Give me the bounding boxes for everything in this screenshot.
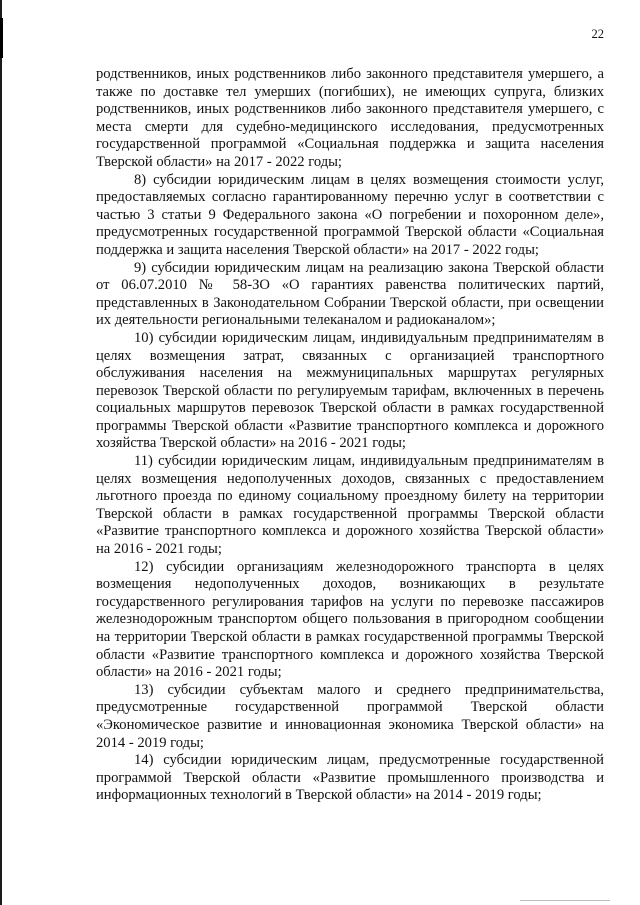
document-body: [96, 66, 604, 805]
paragraph-continuation: родственников, иных родственников либо законного представителя умершего, а также по доставке тел умерших (погибших), не имеющих супруга, близких родственников, иных родственников либо законного представителя умершего, с места смерти для судебно-медицинского исследования, предусмотренных государственной программой «Социальная поддержка и защита населения Тверской области» на 2017 - 2022 годы;: [96, 66, 604, 170]
paragraph-item-9: 9) субсидии юридическим лицам на реализацию закона Тверской области от 06.07.2010 № 58-ЗО «О гарантиях равенства политических партий, представленных в Законодательном Собрании Тверской области, при освещении их деятельности региональными телеканалом и радиоканалом»;: [96, 259, 604, 329]
scan-edge-left: [0, 0, 2, 905]
paragraph-item-12: 12) субсидии организациям железнодорожного транспорта в целях возмещения недополученных доходов, возникающих в результате государственного регулирования тарифов на услуги по перевозке пассажиров железнодорожным транспортом общего пользования в пригородном сообщении на территории Тверской области в рамках государственной программы Тверской области «Развитие транспортного комплекса и дорожного хозяйства Тверской области» на 2016 - 2021 годы;: [96, 558, 604, 681]
scan-edge-bottom: [520, 900, 610, 901]
paragraph-item-11: 11) субсидии юридическим лицам, индивидуальным предпринимателям в целях возмещения недополученных доходов, связанных с предоставлением льготного проезда по единому социальному проездному билету на территории Тверской области в рамках государственной программы Тверской области «Развитие транспортного комплекса и дорожного хозяйства Тверской области» на 2016 - 2021 годы;: [96, 453, 604, 558]
paragraph-item-14: 14) субсидии юридическим лицам, предусмотренные государственной программой Тверской области «Развитие промышленного производства и информационных технологий в Тверской области» на 2014 - 2019 годы;: [96, 752, 604, 804]
paragraph-item-13: 13) субсидии субъектам малого и среднего предпринимательства, предусмотренные государственной программой Тверской области «Экономическое развитие и инновационная экономика Тверской области» на 2014 - 2019 годы;: [96, 681, 604, 751]
page-number: 22: [591, 27, 604, 41]
paragraph-item-10: 10) субсидии юридическим лицам, индивидуальным предпринимателям в целях возмещения затрат, связанных с организацией транспортного обслуживания населения на межмуниципальных маршрутах регулярных перевозок Тверской области по регулируемым тарифам, включенных в перечень социальных маршрутов перевозок Тверской области в рамках государственной программы Тверской области «Развитие транспортного комплекса и дорожного хозяйства Тверской области» на 2016 - 2021 годы;: [96, 329, 604, 452]
scan-edge-mark: [0, 18, 3, 58]
paragraph-item-8: 8) субсидии юридическим лицам в целях возмещения стоимости услуг, предоставляемых согласно гарантированному перечню услуг в соответствии с частью 3 статьи 9 Федерального закона «О погребении и похоронном деле», предусмотренных государственной программой Тверской области «Социальная поддержка и защита населения Тверской области» на 2017 - 2022 годы;: [96, 171, 604, 258]
